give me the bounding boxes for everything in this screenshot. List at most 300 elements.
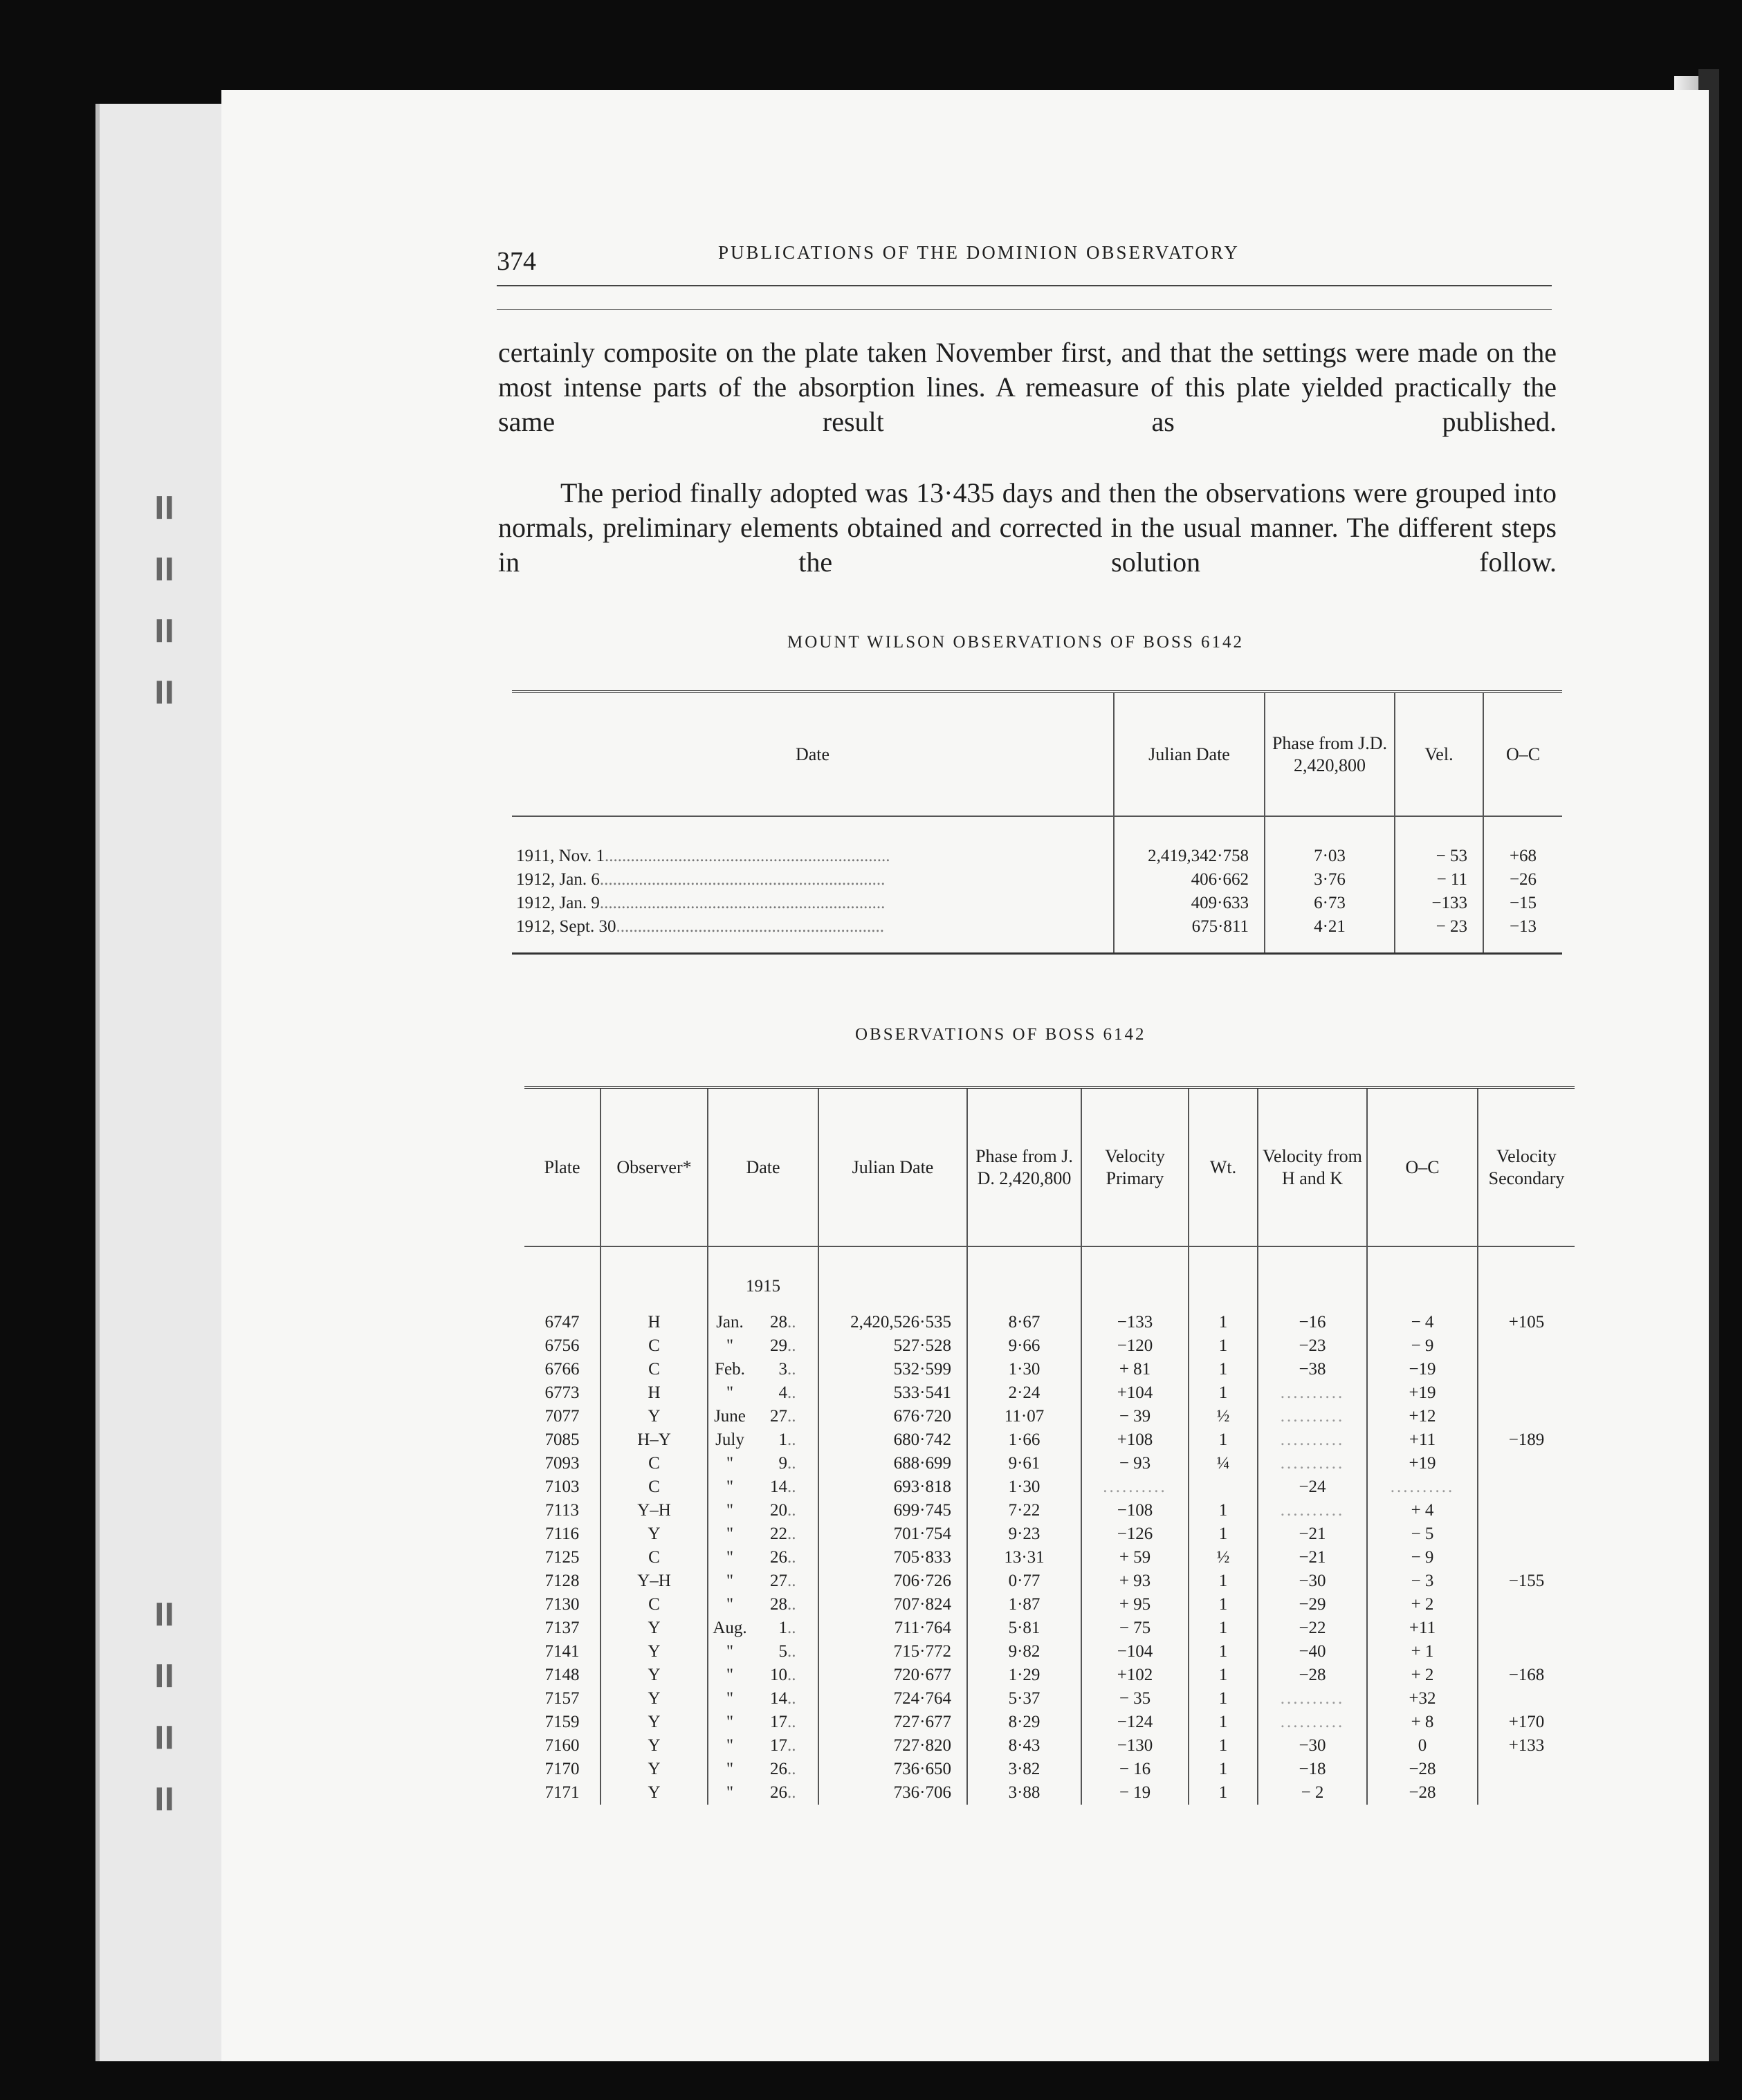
month-cell: ": [726, 1336, 734, 1355]
velocity-hk-cell: −21: [1258, 1522, 1367, 1546]
table-row: [524, 1475, 1575, 1499]
velocity-primary-cell: − 19: [1081, 1781, 1189, 1805]
julian-date-cell: 2,420,526·535: [818, 1311, 967, 1334]
day-cell: 1: [778, 1619, 787, 1637]
day-cell: 9: [778, 1454, 787, 1473]
date-cell: " 26..: [708, 1758, 818, 1781]
observer-cell: C: [600, 1475, 708, 1499]
table-row: [524, 1428, 1575, 1452]
velocity-hk-cell: −40: [1258, 1640, 1367, 1664]
day-cell: 14: [770, 1689, 787, 1708]
month-cell: ": [726, 1642, 734, 1661]
column-header: Date: [708, 1087, 818, 1246]
month-cell: June: [714, 1407, 746, 1426]
date-cell: " 14..: [708, 1475, 818, 1499]
date-cell: 1912, Sept. 30: [516, 917, 616, 936]
observer-cell: Y: [600, 1687, 708, 1711]
date-cell: Feb. 3..: [708, 1358, 818, 1381]
observer-cell: C: [600, 1358, 708, 1381]
velocity-secondary-cell: [1478, 1499, 1575, 1522]
plate-cell: 7077: [544, 1407, 580, 1426]
o-c-cell: + 1: [1367, 1640, 1478, 1664]
column-header: Phase from J.D. 2,420,800: [1265, 692, 1395, 816]
date-cell: 1912, Jan. 9: [516, 894, 600, 912]
julian-date-cell: 532·599: [818, 1358, 967, 1381]
velocity-primary-cell: −120: [1081, 1334, 1189, 1358]
velocity-primary-cell: − 39: [1081, 1405, 1189, 1428]
table-row: [524, 1381, 1575, 1405]
velocity-secondary-cell: [1478, 1593, 1575, 1617]
table-row: [524, 1758, 1575, 1781]
month-cell: ": [726, 1666, 734, 1684]
velocity-hk-cell: −21: [1258, 1546, 1367, 1569]
phase-cell: 3·82: [967, 1758, 1081, 1781]
observer-cell: Y: [600, 1617, 708, 1640]
velocity-primary-cell: −124: [1081, 1711, 1189, 1734]
month-cell: Jan.: [716, 1313, 744, 1332]
weight-cell: ½: [1189, 1405, 1258, 1428]
julian-date-cell: 701·754: [818, 1522, 967, 1546]
date-cell: " 26..: [708, 1546, 818, 1569]
julian-date-cell: 736·706: [818, 1781, 967, 1805]
phase-cell: 0·77: [967, 1569, 1081, 1593]
month-cell: ": [726, 1713, 734, 1731]
table-row: [524, 1734, 1575, 1758]
table-row: [524, 1664, 1575, 1687]
phase-cell: 5·37: [967, 1687, 1081, 1711]
julian-date-cell: 688·699: [818, 1452, 967, 1475]
plate-cell: 7170: [544, 1760, 580, 1778]
velocity-secondary-cell: +170: [1478, 1711, 1575, 1734]
year-label: 1915: [708, 1246, 818, 1311]
velocity-secondary-cell: [1478, 1546, 1575, 1569]
date-cell: " 9..: [708, 1452, 818, 1475]
velocity-secondary-cell: [1478, 1334, 1575, 1358]
phase-cell: 1·29: [967, 1664, 1081, 1687]
day-cell: 1: [778, 1430, 787, 1449]
month-cell: ": [726, 1595, 734, 1614]
table-row: [524, 1711, 1575, 1734]
observer-cell: C: [600, 1593, 708, 1617]
date-cell: " 22..: [708, 1522, 818, 1546]
o-c-cell: +12: [1367, 1405, 1478, 1428]
observer-cell: Y: [600, 1734, 708, 1758]
date-cell: " 20..: [708, 1499, 818, 1522]
phase-cell: 11·07: [967, 1405, 1081, 1428]
velocity-hk-cell: −28: [1258, 1664, 1367, 1687]
velocity-hk-cell: −24: [1258, 1475, 1367, 1499]
table-row: [524, 1687, 1575, 1711]
o-c-cell: − 9: [1367, 1546, 1478, 1569]
column-header: Julian Date: [1114, 692, 1265, 816]
julian-date-cell: 720·677: [818, 1664, 967, 1687]
o-c-cell: ..........: [1367, 1475, 1478, 1499]
julian-date-cell: 705·833: [818, 1546, 967, 1569]
day-cell: 5: [778, 1642, 787, 1661]
weight-cell: 1: [1189, 1381, 1258, 1405]
observer-cell: Y: [600, 1711, 708, 1734]
velocity-hk-cell: ..........: [1258, 1381, 1367, 1405]
velocity-primary-cell: − 35: [1081, 1687, 1189, 1711]
julian-date-cell: 680·742: [818, 1428, 967, 1452]
month-cell: ": [726, 1783, 734, 1802]
julian-date-cell: 693·818: [818, 1475, 967, 1499]
day-cell: 28: [770, 1595, 787, 1614]
observer-cell: H–Y: [600, 1428, 708, 1452]
julian-date-cell: 727·677: [818, 1711, 967, 1734]
column-header: Julian Date: [818, 1087, 967, 1246]
velocity-secondary-cell: [1478, 1475, 1575, 1499]
weight-cell: 1: [1189, 1617, 1258, 1640]
observer-cell: Y: [600, 1640, 708, 1664]
day-cell: 26: [770, 1548, 787, 1567]
velocity-secondary-cell: −155: [1478, 1569, 1575, 1593]
velocity-primary-cell: +104: [1081, 1381, 1189, 1405]
phase-cell: 3·88: [967, 1781, 1081, 1805]
date-cell: " 4..: [708, 1381, 818, 1405]
observer-cell: Y: [600, 1758, 708, 1781]
phase-cell: 8·29: [967, 1711, 1081, 1734]
velocity-secondary-cell: [1478, 1358, 1575, 1381]
plate-cell: 7113: [544, 1501, 580, 1520]
plate-cell: 7160: [544, 1736, 580, 1755]
table-row: 1912, Sept. 30.............................................................. 675·811 4·21 − 23 −13: [512, 915, 1562, 954]
julian-date-cell: 706·726: [818, 1569, 967, 1593]
velocity-hk-cell: −30: [1258, 1569, 1367, 1593]
month-cell: ": [726, 1689, 734, 1708]
column-header: Velocity Primary: [1081, 1087, 1189, 1246]
velocity-hk-cell: −16: [1258, 1311, 1367, 1334]
month-cell: July: [715, 1430, 744, 1449]
plate-cell: 7159: [544, 1713, 580, 1731]
velocity-cell: −133: [1395, 892, 1483, 915]
table-row: [524, 1452, 1575, 1475]
column-header: Plate: [524, 1087, 600, 1246]
plate-cell: 7093: [544, 1454, 580, 1473]
velocity-primary-cell: + 59: [1081, 1546, 1189, 1569]
plate-cell: 6756: [544, 1336, 580, 1355]
o-c-cell: − 4: [1367, 1311, 1478, 1334]
page-header: [497, 242, 1555, 277]
o-c-cell: +19: [1367, 1381, 1478, 1405]
table-title: OBSERVATIONS OF BOSS 6142: [855, 1025, 1146, 1044]
weight-cell: 1: [1189, 1781, 1258, 1805]
julian-date-cell: 699·745: [818, 1499, 967, 1522]
year-row: [524, 1246, 1575, 1311]
weight-cell: 1: [1189, 1569, 1258, 1593]
page-number: 374: [497, 247, 536, 276]
observer-cell: Y: [600, 1664, 708, 1687]
day-cell: 29: [770, 1336, 787, 1355]
phase-cell: 9·66: [967, 1334, 1081, 1358]
phase-cell: 1·30: [967, 1475, 1081, 1499]
table-row: [524, 1781, 1575, 1805]
table-row: [524, 1640, 1575, 1664]
header-rule: [497, 309, 1552, 310]
weight-cell: ½: [1189, 1546, 1258, 1569]
day-cell: 4: [778, 1383, 787, 1402]
o-c-cell: + 2: [1367, 1664, 1478, 1687]
plate-cell: 6747: [544, 1313, 580, 1332]
weight-cell: 1: [1189, 1358, 1258, 1381]
phase-cell: 13·31: [967, 1546, 1081, 1569]
day-cell: 10: [770, 1666, 787, 1684]
column-header: Observer*: [600, 1087, 708, 1246]
observations-table: [524, 1086, 1575, 1805]
velocity-secondary-cell: [1478, 1405, 1575, 1428]
phase-cell: 5·81: [967, 1617, 1081, 1640]
table-row: [524, 1334, 1575, 1358]
phase-cell: 7·22: [967, 1499, 1081, 1522]
month-cell: ": [726, 1501, 734, 1520]
o-c-cell: − 9: [1367, 1334, 1478, 1358]
velocity-hk-cell: −22: [1258, 1617, 1367, 1640]
weight-cell: 1: [1189, 1711, 1258, 1734]
table-header-row: [512, 692, 1562, 816]
velocity-primary-cell: − 93: [1081, 1452, 1189, 1475]
phase-cell: 2·24: [967, 1381, 1081, 1405]
margin-bleed-through-mark: = = = =: [138, 1596, 190, 1812]
julian-date-cell: 406·662: [1114, 868, 1265, 892]
weight-cell: 1: [1189, 1428, 1258, 1452]
date-cell: " 10..: [708, 1664, 818, 1687]
table-title: MOUNT WILSON OBSERVATIONS OF BOSS 6142: [787, 633, 1245, 652]
velocity-hk-cell: ..........: [1258, 1428, 1367, 1452]
julian-date-cell: 711·764: [818, 1617, 967, 1640]
julian-date-cell: 527·528: [818, 1334, 967, 1358]
month-cell: ": [726, 1477, 734, 1496]
paragraph-text: certainly composite on the plate taken November first, and that the settings were made on the most intense parts of the absorption lines. A remeasure of this plate yielded practically the same result as published.: [498, 337, 1557, 437]
observer-cell: H: [600, 1381, 708, 1405]
o-c-cell: + 4: [1367, 1499, 1478, 1522]
date-cell: June 27..: [708, 1405, 818, 1428]
plate-cell: 7103: [544, 1477, 580, 1496]
velocity-hk-cell: −23: [1258, 1334, 1367, 1358]
day-cell: 22: [770, 1525, 787, 1543]
weight-cell: 1: [1189, 1734, 1258, 1758]
month-cell: ": [726, 1548, 734, 1567]
velocity-hk-cell: ..........: [1258, 1452, 1367, 1475]
column-header: Date: [512, 692, 1114, 816]
o-c-cell: +19: [1367, 1452, 1478, 1475]
velocity-primary-cell: − 75: [1081, 1617, 1189, 1640]
day-cell: 20: [770, 1501, 787, 1520]
day-cell: 14: [770, 1477, 787, 1496]
table-header-row: [524, 1087, 1575, 1246]
plate-cell: 7125: [544, 1548, 580, 1567]
date-cell: 1911, Nov. 1: [516, 847, 605, 865]
julian-date-cell: 707·824: [818, 1593, 967, 1617]
julian-date-cell: 727·820: [818, 1734, 967, 1758]
velocity-primary-cell: +108: [1081, 1428, 1189, 1452]
velocity-hk-cell: ..........: [1258, 1711, 1367, 1734]
plate-cell: 7141: [544, 1642, 580, 1661]
table-row: [524, 1405, 1575, 1428]
date-cell: " 29..: [708, 1334, 818, 1358]
o-c-cell: 0: [1367, 1734, 1478, 1758]
velocity-secondary-cell: [1478, 1758, 1575, 1781]
observer-cell: Y: [600, 1405, 708, 1428]
julian-date-cell: 2,419,342·758: [1114, 816, 1265, 868]
day-cell: 27: [770, 1407, 787, 1426]
month-cell: ": [726, 1525, 734, 1543]
velocity-hk-cell: ..........: [1258, 1687, 1367, 1711]
velocity-hk-cell: −29: [1258, 1593, 1367, 1617]
observer-cell: Y–H: [600, 1499, 708, 1522]
date-cell: " 14..: [708, 1687, 818, 1711]
phase-cell: 8·67: [967, 1311, 1081, 1334]
velocity-secondary-cell: [1478, 1381, 1575, 1405]
o-c-cell: −28: [1367, 1758, 1478, 1781]
date-cell: " 17..: [708, 1734, 818, 1758]
julian-date-cell: 724·764: [818, 1687, 967, 1711]
month-cell: ": [726, 1572, 734, 1590]
phase-cell: 1·66: [967, 1428, 1081, 1452]
velocity-secondary-cell: +133: [1478, 1734, 1575, 1758]
velocity-primary-cell: −104: [1081, 1640, 1189, 1664]
plate-cell: 7085: [544, 1430, 580, 1449]
month-cell: Aug.: [713, 1619, 747, 1637]
date-cell: " 26..: [708, 1781, 818, 1805]
date-cell: " 28..: [708, 1593, 818, 1617]
weight-cell: 1: [1189, 1499, 1258, 1522]
velocity-secondary-cell: [1478, 1687, 1575, 1711]
weight-cell: 1: [1189, 1311, 1258, 1334]
velocity-secondary-cell: [1478, 1522, 1575, 1546]
velocity-hk-cell: −30: [1258, 1734, 1367, 1758]
day-cell: 26: [770, 1783, 787, 1802]
weight-cell: ¼: [1189, 1452, 1258, 1475]
weight-cell: 1: [1189, 1664, 1258, 1687]
o-c-cell: +11: [1367, 1617, 1478, 1640]
velocity-cell: − 53: [1395, 816, 1483, 868]
plate-cell: 6766: [544, 1360, 580, 1379]
o-c-cell: −15: [1483, 892, 1562, 915]
month-cell: Feb.: [715, 1360, 745, 1379]
plate-cell: 7116: [544, 1525, 580, 1543]
julian-date-cell: 715·772: [818, 1640, 967, 1664]
phase-cell: 7·03: [1265, 816, 1395, 868]
o-c-cell: −28: [1367, 1781, 1478, 1805]
mount-wilson-table: [512, 690, 1562, 955]
o-c-cell: + 8: [1367, 1711, 1478, 1734]
table-row: [524, 1311, 1575, 1334]
table-row: 1911, Nov. 1.................................................................. 2,419,342·758 7·03 − 53 +68: [512, 816, 1562, 868]
velocity-primary-cell: + 95: [1081, 1593, 1189, 1617]
table-row: [524, 1546, 1575, 1569]
velocity-secondary-cell: [1478, 1640, 1575, 1664]
velocity-primary-cell: −126: [1081, 1522, 1189, 1546]
plate-cell: 7137: [544, 1619, 580, 1637]
table-row: 1912, Jan. 6.................................................................. 406·662 3·76 − 11 −26: [512, 868, 1562, 892]
plate-cell: 7171: [544, 1783, 580, 1802]
phase-cell: 9·23: [967, 1522, 1081, 1546]
column-header: Velocity Secondary: [1478, 1087, 1575, 1246]
day-cell: 28: [770, 1313, 787, 1332]
velocity-hk-cell: ..........: [1258, 1499, 1367, 1522]
phase-cell: 9·61: [967, 1452, 1081, 1475]
o-c-cell: − 3: [1367, 1569, 1478, 1593]
o-c-cell: +32: [1367, 1687, 1478, 1711]
o-c-cell: +11: [1367, 1428, 1478, 1452]
phase-cell: 1·87: [967, 1593, 1081, 1617]
observer-cell: H: [600, 1311, 708, 1334]
table-row: [524, 1593, 1575, 1617]
table-row: [524, 1358, 1575, 1381]
velocity-secondary-cell: [1478, 1781, 1575, 1805]
velocity-primary-cell: ..........: [1081, 1475, 1189, 1499]
table-row: [524, 1617, 1575, 1640]
phase-cell: 8·43: [967, 1734, 1081, 1758]
observer-cell: C: [600, 1546, 708, 1569]
day-cell: 17: [770, 1736, 787, 1755]
observer-cell: Y: [600, 1781, 708, 1805]
weight-cell: [1189, 1475, 1258, 1499]
table-row: [524, 1569, 1575, 1593]
column-header: Vel.: [1395, 692, 1483, 816]
phase-cell: 3·76: [1265, 868, 1395, 892]
table-row: 1912, Jan. 9.................................................................. 409·633 6·73 −133 −15: [512, 892, 1562, 915]
velocity-hk-cell: ..........: [1258, 1405, 1367, 1428]
weight-cell: 1: [1189, 1593, 1258, 1617]
velocity-primary-cell: +102: [1081, 1664, 1189, 1687]
day-cell: 3: [778, 1360, 787, 1379]
o-c-cell: +68: [1483, 816, 1562, 868]
paragraph-text: The period finally adopted was 13·435 days and then the observations were grouped into normals, preliminary elements obtained and corrected in the usual manner. The different steps in the solution follow.: [498, 477, 1557, 578]
weight-cell: 1: [1189, 1758, 1258, 1781]
observer-cell: Y: [600, 1522, 708, 1546]
observer-cell: C: [600, 1334, 708, 1358]
running-head: PUBLICATIONS OF THE DOMINION OBSERVATORY: [718, 242, 1240, 263]
julian-date-cell: 676·720: [818, 1405, 967, 1428]
table-row: [524, 1522, 1575, 1546]
body-paragraph: [498, 335, 1557, 439]
velocity-hk-cell: − 2: [1258, 1781, 1367, 1805]
phase-cell: 9·82: [967, 1640, 1081, 1664]
month-cell: ": [726, 1383, 734, 1402]
body-paragraph: [498, 476, 1557, 580]
margin-bleed-through-mark: = = = =: [138, 490, 190, 706]
velocity-secondary-cell: −168: [1478, 1664, 1575, 1687]
column-header: Phase from J. D. 2,420,800: [967, 1087, 1081, 1246]
velocity-secondary-cell: −189: [1478, 1428, 1575, 1452]
month-cell: ": [726, 1454, 734, 1473]
o-c-cell: −19: [1367, 1358, 1478, 1381]
velocity-primary-cell: + 93: [1081, 1569, 1189, 1593]
velocity-primary-cell: + 81: [1081, 1358, 1189, 1381]
velocity-primary-cell: −133: [1081, 1311, 1189, 1334]
header-rule: [497, 285, 1552, 286]
weight-cell: 1: [1189, 1687, 1258, 1711]
velocity-secondary-cell: +105: [1478, 1311, 1575, 1334]
day-cell: 26: [770, 1760, 787, 1778]
month-cell: ": [726, 1760, 734, 1778]
o-c-cell: −13: [1483, 915, 1562, 954]
column-header: Wt.: [1189, 1087, 1258, 1246]
date-cell: Aug. 1..: [708, 1617, 818, 1640]
month-cell: ": [726, 1736, 734, 1755]
day-cell: 27: [770, 1572, 787, 1590]
velocity-hk-cell: −18: [1258, 1758, 1367, 1781]
date-cell: " 17..: [708, 1711, 818, 1734]
velocity-primary-cell: −108: [1081, 1499, 1189, 1522]
velocity-primary-cell: −130: [1081, 1734, 1189, 1758]
weight-cell: 1: [1189, 1522, 1258, 1546]
velocity-secondary-cell: [1478, 1452, 1575, 1475]
observer-cell: Y–H: [600, 1569, 708, 1593]
day-cell: 17: [770, 1713, 787, 1731]
o-c-cell: − 5: [1367, 1522, 1478, 1546]
